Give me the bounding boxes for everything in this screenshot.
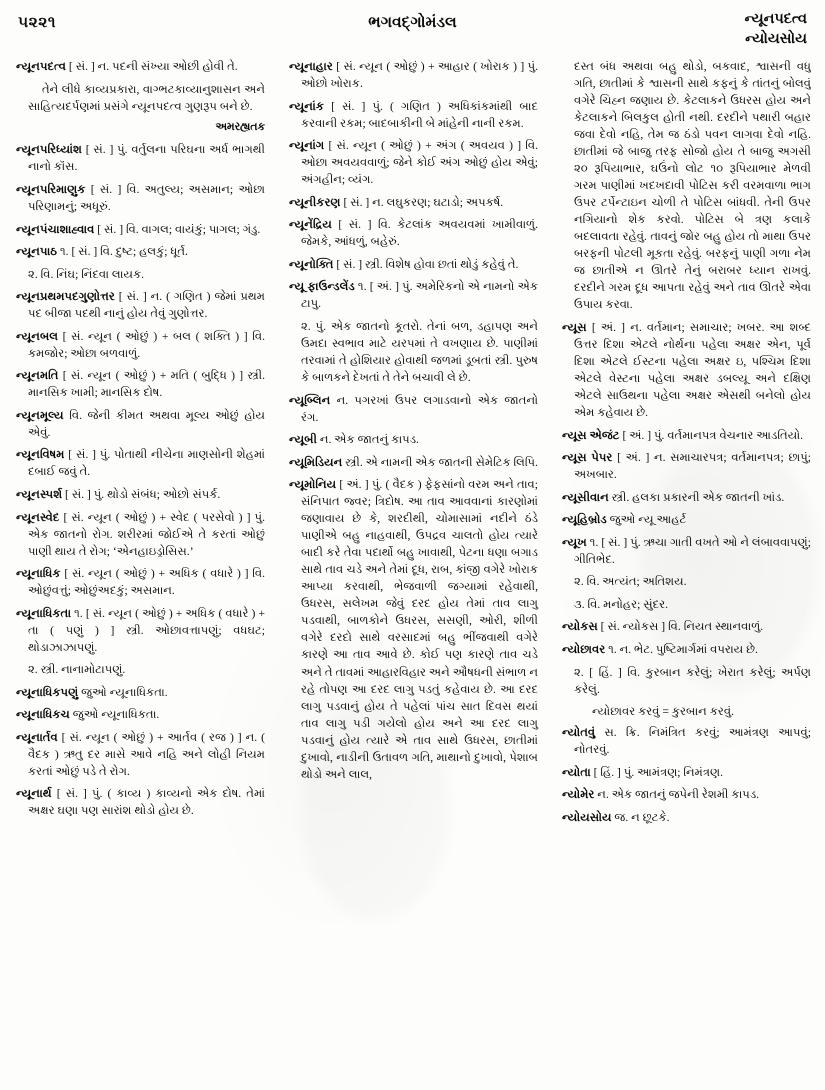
entry-headword: ન્યૂખ (562, 535, 587, 549)
column-2 (277, 58, 550, 1078)
dictionary-entry (562, 511, 811, 528)
dictionary-entry (289, 256, 538, 273)
dictionary-entry (562, 489, 811, 506)
dictionary-entry (16, 509, 265, 560)
dictionary-entry (289, 137, 538, 188)
entry-headword: ન્યૂસ એજંટ (562, 428, 620, 442)
dictionary-entry (289, 216, 538, 250)
entry-headword: ન્યોમેર (562, 788, 595, 802)
entry-definition: [ અં. ] પું. ( વૈદક ) ફેફસાંનો વરમ અને તાવ; સંનિપાત જ્વર; ત્રિદોષ. આ તાવ આવવાનાં કારણોમાં જણાવાય છે કે, શરદીથી, ચોમાસામાં નદીને ઠંડે પાણીએ બહુ નાહવાથી, ઉપદ્રવ ચાલતો હોય ત્યારે બાદી કરે તેવા પદાર્થો બહુ ખાવાથી, પેટના ધણા બગાડ સાથે તાવ ચડે અને તેમાં દૂધ, રાબ, કાંજી વગેરે ખોરાક આપ્યા કરવાથી, ભેજવાળી જગ્યામાં રહેવાથી, ઉધરસ, સલેખમ જેવું દરદ હોય તેમાં તાવ લાગુ પડવાથી, બાળકોને ઉધરસ, સસણી, ઓરી, શીળી વગેરે દરદો સાથે વરસાદમાં બહુ ભીંજવાથી વગેરે કારણે આ તાવ આવે છે. કોઈ પણ કારણે તાવ ચડે અને તે તાવમાં આહારવિહાર અને ઔષધની સંભાળ ન રહે તોપણ આ દરદ લાગુ પડતું કહેવાય છે. આ દરદ લાગુ પડવાનું હોય તે પહેલાં પાંચ સાત દિવસ થયાં તાવ લાગુ પડી ગયેલો હોય અને આ દરદ લાગુ પડવાનું હોય ત્યારે એ તાવ સાથે ઉધરસ, છાતીમાં દુખાવો, નાડીની ઉતાવળ ગતિ, માથાનો દુખાવો, પેશાબ થોડો અને લાલ, (301, 478, 538, 781)
dictionary-entry (562, 427, 811, 444)
entry-definition: [ સં. ] વિ. અતુલ્ય; અસમાન; ઓછા પરિણામનું; અધૂરું. (28, 183, 265, 214)
entry-headword: ન્યૂનપંચાશાહ્વાવ (16, 222, 95, 236)
entry-definition: [ સં. ન્યૂન ( ઓછું ) + અધિક ( વધારે ) ] વિ. ઓછુંવત્તું; ઓછુંઅદકું; અસમાન. (28, 567, 265, 598)
dictionary-entry (16, 684, 265, 701)
entry-definition: [ સં. ] પું. થોડો સંબંધ; ઓછો સંપર્ક. (62, 487, 221, 501)
entry-definition: [ સં. ] ન. પદની સંખ્યા ઓછી હોવી તે. (66, 60, 238, 73)
entry-headword: ન્યૂમિડિયન (289, 455, 343, 469)
column-container (0, 52, 825, 1086)
dictionary-entry (16, 328, 265, 362)
entry-headword: ન્યૂનમૂલ્ય (16, 408, 64, 422)
entry-definition: [ અં. ] ન. વર્તમાન; સમાચાર; ખબર. આ શબ્દ ઉત્તર દિશા એટલે નોર્થના પહેલા અક્ષર એન, પૂર્વ દિશા એટલે ઈસ્ટના પહેલા અક્ષર ઇ, પશ્ચિમ દિશા એટલે વેસ્ટના પહેલા અક્ષર ડબલ્યૂ અને દક્ષિણ એટલે સાઉથના પહેલા અક્ષર એસથી બનેલો હોય એમ કહેવાય છે. (574, 320, 811, 420)
dictionary-entry (562, 786, 811, 803)
dictionary-entry (16, 141, 265, 175)
entry-definition: ૧. [ સં. ન્યૂન ( ઓછું ) + અધિક ( વધારે ) + તા ( પણું ) ] સ્ત્રી. ઓછાવત્તાપણું; વધઘટ; થોડાઝાઝાપણું. (28, 606, 265, 654)
dictionary-entry (562, 618, 811, 635)
entry-sense: ૨. સ્ત્રી. નાનામોટાપણું. (28, 663, 126, 677)
entry-headword: ન્યૂનમતિ (16, 369, 59, 383)
entry-definition: [ સં. ] પું. ( કાવ્ય ) કાવ્યનો એક દોષ. તેમાં અક્ષર ઘણા પણ સારાંશ થોડો હોય છે. (28, 787, 265, 818)
dictionary-entry (16, 243, 265, 260)
dictionary-entry (16, 446, 265, 480)
entry-sense: ૨. વિ. નિંઘ; નિંદવા લાયક. (28, 267, 145, 281)
entry-headword: ન્યૂનાંક (289, 99, 324, 113)
entry-definition: ૧. [ સં. ] પું. ઋચા ગાતી વખતે ઓ ને લંબાવવાપણું; ગીતિભેદ. (574, 535, 811, 566)
entry-definition: ન. એક જાતનું કાપડ. (316, 433, 419, 447)
entry-definition: જુઓ ન્યૂ આહર્ટ (606, 513, 687, 527)
entry-headword: ન્યોકસ (562, 620, 598, 634)
entry-headword: ન્યૂનાર્થ (16, 787, 52, 801)
entry-sense: ૩. વિ. મનોહર; સુંદર. (574, 597, 669, 611)
dictionary-entry (16, 605, 265, 656)
entry-definition: [ સં. ] ન. ( ગણિત ) જેમાં પ્રથમ પદ બીજા પદથી નાનું હોય તેવું ગુણોત્તર. (28, 290, 265, 321)
guide-word-first: ન્યૂનપદત્વ (744, 11, 807, 27)
entry-headword: ન્યોતવું (562, 726, 596, 740)
entry-headword: ન્યૂનાધિક (16, 567, 61, 581)
entry-definition: [ સં. ન્યૂન ( ઓછું ) + આહાર ( ખોરાક ) ] પું. ઓછો ખોરાક. (301, 60, 538, 91)
entry-headword: ન્યોતા (562, 765, 591, 779)
guide-word-last: ન્યોયસોય (745, 30, 807, 47)
entry-headword: ન્યૂબ્લિન (289, 393, 331, 407)
entry-definition: વિ. જેની કીમત અથવા મૂલ્ય ઓછું હોય એવું. (28, 408, 265, 439)
dictionary-entry (289, 194, 538, 211)
entry-definition: ૧. [ અં. ] પું. અમેરિકનો એ નામનો એક ટાપુ. (301, 280, 538, 311)
continued-paragraph: દસ્ત બંધ અથવા બહુ થોડો, બકવાદ, શ્વાસની વધુ ગતિ, છાતીમાં કે શ્વાસની સાથે કફનું કે તાંતનું બોલવું વગેરે ચિહ્ન જણાય છે. કેટલાકને ઉધરસ હોય અને કેટલાકને બિલકુલ હોતી નથી. દરદીને પથારી બહાર જવા દેવો નહિ, તેમ જ ઠંડો પવન લાગવા દેવો નહિ. છાતીમાં જે બાજુ તરફ સોજો હોય તે બાજુ અગસી ૨૦ રૂપિયાભાર, ઘઉંનો લોટ ૧૦ રૂપિયાભાર મેળવી ગરમ પાણીમાં ખદખદાવી પોટિસ કરી વરમવાળા ભાગ ઉપર ટર્પેન્ટાઇન ચોળી તે પોટિસ બાંધવી. તેની ઉપર નગિયાનો શેક કરવો. પોટિસ બે ત્રણ કલાકે બદલાવતા રહેવું. તાવનું જોર બહુ હોય તો માથા ઉપર બરફની પોટલી મૂકતા રહેવું. બરફનું પાણી ગળા નેમ જ છાતીએ ન ઊતરે તેનું બરાબર ધ્યાન રાખવું. દરદીને ગરમ દૂધ આપતા રહેવું અને તાવ ઊતરે એવા ઉપાય કરવા. (574, 60, 811, 312)
entry-definition: [ સં. ] પું. વર્તુલના પરિઘના અર્ધ ભાગથી નાનો કૉંસ. (28, 143, 265, 174)
entry-citation: અમરહ્યતક (215, 120, 265, 133)
dictionary-entry (562, 764, 811, 781)
dictionary-entry (16, 58, 265, 75)
dictionary-entry (16, 729, 265, 780)
entry-headword: ન્યૂનબલ (16, 329, 59, 343)
dictionary-entry (289, 98, 538, 132)
dictionary-entry (289, 431, 538, 448)
page-number: ૫૨૨૧ (18, 14, 56, 31)
entry-definition: [ સં. ન્યોકસ ] વિ. નિયત સ્થાનવાળું. (597, 620, 764, 634)
entry-definition: [ સં. ] ન. લઘુકરણ; ઘટાડો; અપકર્ષ. (340, 195, 504, 209)
entry-headword: ન્યૂનાધિકચ (16, 708, 70, 722)
dictionary-entry (562, 724, 811, 758)
dictionary-entry (16, 565, 265, 599)
entry-headword: ન્યૂનીકરણ (289, 195, 341, 209)
dictionary-entry (16, 181, 265, 215)
entry-definition: જુઓ ન્યૂનાધિકતા. (69, 708, 160, 722)
entry-definition: [ અં. ] ન. સમાચારપત્ર; વર્તમાનપત્ર; છાપું; અખબાર. (574, 451, 811, 482)
entry-definition: ૧. ન. ભેટ. પુષ્ટિમાર્ગમાં વપરાય છે. (605, 642, 758, 656)
entry-definition: [ હિં. ] પું. આમંત્રણ; નિમંત્રણ. (590, 765, 724, 779)
entry-headword: ન્યૂ ફાઉન્ડલેંડ (289, 280, 355, 294)
dictionary-entry (289, 58, 538, 92)
entry-headword: ન્યોછાવર (562, 642, 606, 656)
entry-definition: [ સં. ] પું. ( ગણિત ) અધિકાંકમાંથી બાદ કરવાની રકમ; બાદબાકીની બે માંહેની નાની રકમ. (301, 99, 538, 130)
dictionary-entry (289, 278, 538, 312)
entry-headword: ન્યૂનેંદ્રિય (289, 218, 332, 232)
entry-headword: ન્યૂનાંગ (289, 139, 325, 153)
entry-headword: ન્યૂનાધિકપણું (16, 685, 79, 699)
entry-headword: ન્યૂનોક્તિ (289, 257, 334, 271)
entry-definition: [ સં. ન્યૂન ( ઓછું ) + મતિ ( બુદ્ધિ ) ] સ્ત્રી. માનસિક ખામી; માનસિક દોષ. (28, 369, 265, 400)
entry-headword: ન્યૂનાહાર (289, 60, 333, 73)
entry-definition: [ સં. ન્યૂન ( ઓછું ) + અંગ ( અવયવ ) ] વિ. ઓછા અવયવવાળું; જેને કોઈ અંગ ઓછું હોય એવું; અંગહીન; વ્યંગ. (301, 139, 538, 187)
running-head (0, 0, 825, 52)
entry-definition: [ સં. ન્યૂન ( ઓછું ) + આર્તવ ( રજ ) ] ન. ( વૈદક ) ઋતુ દર માસે આવે નહિ અને લોહી નિયમ કરતાં ઓછું પડે તે રોગ. (28, 730, 265, 778)
dictionary-entry (562, 449, 811, 483)
dictionary-entry (16, 785, 265, 819)
dictionary-entry (16, 486, 265, 503)
entry-definition: [ સં. ન્યૂન ( ઓછું ) + સ્વેદ ( પરસેવો ) ] પું. એક જાતનો રોગ. શરીરમાં જોઈએ તે કરતાં ઓછું પાણી થાય તે રોગ; ‘એનહાઇડ્રોસિસ.’ (28, 510, 265, 558)
dictionary-entry (16, 706, 265, 723)
entry-usage-note: તેને લીધે કાવ્યપ્રકારા, વાગ્ભટકાવ્યાનુશાસન અને સાહિત્યદર્પણમાં પ્રસંગે ન્યૂનપદત્વ ગુણરૂપ બને છે. (28, 82, 265, 113)
dictionary-entry (16, 367, 265, 401)
entry-headword: ન્યૂનાધિકતા (16, 606, 72, 620)
entry-headword: ન્યૂનપરિધ્યાંશ (16, 143, 82, 157)
entry-headword: ન્યૂમોનિય (289, 478, 337, 492)
dictionary-entry (289, 476, 538, 783)
entry-definition: [ અં. ] પું. વર્તમાનપત્ર વેચનાર આડતિયો. (619, 428, 804, 442)
dictionary-entry (562, 641, 811, 658)
entry-definition: ૧. [ સં. ] વિ. દુષ્ટ; હલકું; ધૂર્ત. (57, 245, 188, 259)
column-3 (550, 58, 811, 1078)
entry-headword: ન્યૂનસ્પર્શ (16, 487, 63, 501)
dictionary-entry (16, 407, 265, 441)
entry-sense: ૨. [ હિં. ] વિ. કુરબાન કરેલું; ખેરાત કરેલું; અર્પણ કરેલું. (574, 665, 811, 696)
dictionary-entry (562, 319, 811, 421)
entry-headword: ન્યૂનપ્રથમપદગુણોત્તર (16, 290, 115, 304)
entry-headword: ન્યૂસ (562, 320, 587, 334)
column-1 (16, 58, 277, 1078)
dictionary-entry (289, 392, 538, 426)
dictionary-entry (562, 809, 811, 826)
entry-headword: ન્યૂહિબ્રોડ (562, 513, 607, 527)
entry-definition: ન. પગરખાં ઉપર લગાડવાનો એક જાતનો રંગ. (301, 393, 538, 424)
entry-phrase: ન્યોછાવર કરવું = કુરબાન કરવું. (592, 705, 735, 719)
entry-headword: ન્યૂનાર્તવ (16, 730, 58, 744)
guide-words (744, 10, 807, 49)
entry-definition: ન. એક જાતનું જપેની રેશમી કાપડ. (594, 788, 760, 802)
entry-definition: સ્ત્રી. હલકા પ્રકારની એક જાતની ખાંડ. (608, 490, 785, 504)
dictionary-entry (562, 534, 811, 568)
dictionary-entry (289, 454, 538, 471)
entry-headword: ન્યૂનપદત્વ (16, 60, 67, 73)
entry-headword: ન્યોયસોય (562, 810, 612, 824)
entry-definition: [ સં. ન્યૂન ( ઓછું ) + બલ ( શક્તિ ) ] વિ. કમજોર; ઓછા બળવાળું. (28, 329, 265, 360)
entry-sense: ૨. પું. એક જાતનો કૂતરો. તેનાં બળ, ડહાપણ અને ઉમદા સ્વભાવ માટે યરપમાં તે વખણાય છે. પાણીમાં તરવામાં તે હોશિયાર હોવાથી જળમાં ડૂબતાં સ્ત્રી. પુરુષ કે બાળકને દેખતાં તે તેને બચાવી લે છે. (301, 319, 538, 384)
dictionary-title: ભગવદ્ગોમંડલ (368, 14, 457, 31)
entry-headword: ન્યૂસ પેપર (562, 451, 613, 465)
entry-sense: ૨. વિ. અત્યંત; અતિશય. (574, 575, 687, 589)
entry-headword: ન્યૂબી (289, 433, 317, 447)
entry-headword: ન્યૂનપરિમાણુક (16, 183, 86, 197)
entry-headword: ન્યૂનપાઠ (16, 245, 58, 259)
entry-definition: [ સં. ] સ્ત્રી. વિશેષ હોવા છતાં થોડું કહેવું તે. (333, 257, 519, 271)
entry-headword: ન્યૂનસ્વેદ (16, 510, 60, 524)
entry-definition: [ સં. ] વિ. કેટલાંક અવયવમાં ખામીવાળું. જેમકે, આંધળું, બહેરું. (301, 218, 538, 249)
entry-definition: જ. ન છૂટકે. (611, 810, 670, 824)
entry-definition: [ સં. ] વિ. વાગલ; વાયંકું; પાગલ; ગંડુ. (94, 222, 261, 236)
entry-headword: ન્યૂસીવાન (562, 490, 609, 504)
entry-definition: [ સં. ] પું. પોતાથી નીચેના માણસોની શેહમાં દબાઈ જવું તે. (28, 448, 265, 479)
entry-headword: ન્યૂનવિષમ (16, 448, 65, 462)
dictionary-entry (16, 221, 265, 238)
entry-definition: જુઓ ન્યૂનાધિકતા. (78, 685, 168, 699)
dictionary-entry (16, 288, 265, 322)
entry-definition: સ્ત્રી. એ નામની એક જાતની સેમેટિક લિપિ. (342, 455, 538, 469)
entry-definition: સ. ક્રિ. નિમંત્રિત કરવું; આમંત્રણ આપવું; નોતરવું. (574, 726, 811, 757)
